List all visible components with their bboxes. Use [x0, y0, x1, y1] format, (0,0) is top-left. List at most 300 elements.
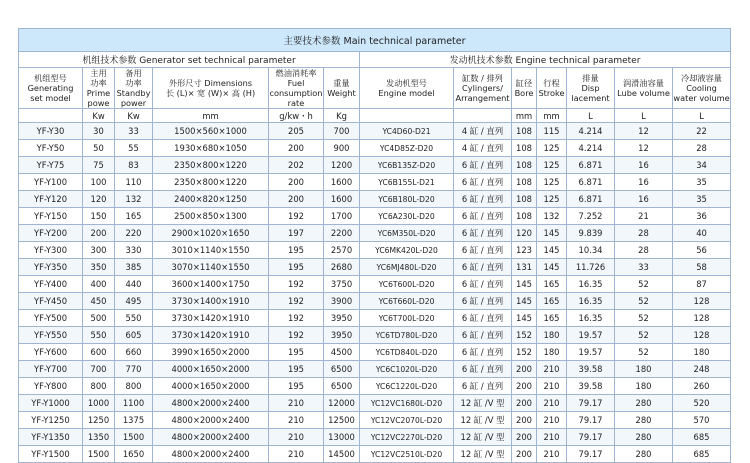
table-cell: 180	[673, 344, 731, 361]
table-cell: 12000	[324, 395, 360, 412]
table-cell: 19.57	[567, 327, 615, 344]
header-line: 功率	[125, 78, 142, 88]
table-cell: 13000	[324, 429, 360, 446]
header-line: powe	[87, 98, 110, 108]
table-cell: 192	[269, 310, 324, 327]
table-cell: 12 缸 /V 型	[454, 412, 512, 429]
table-cell: YF-Y600	[19, 344, 83, 361]
table-cell: YF-Y150	[19, 208, 83, 225]
table-cell: 12	[615, 123, 673, 140]
table-cell: YF-Y350	[19, 259, 83, 276]
table-cell: 131	[512, 259, 537, 276]
table-cell: YF-Y50	[19, 140, 83, 157]
table-cell: 35	[673, 174, 731, 191]
table-cell: 2900×1020×1650	[153, 225, 269, 242]
table-cell: 4800×2000×2400	[153, 429, 269, 446]
table-cell: 3600×1400×1750	[153, 276, 269, 293]
table-cell: YC6C1220L-D20	[360, 378, 454, 395]
table-cell: 108	[512, 174, 537, 191]
table-cell: 4800×2000×2400	[153, 446, 269, 463]
table-cell: 900	[324, 140, 360, 157]
table-cell: 192	[269, 293, 324, 310]
table-cell: 3010×1140×1550	[153, 242, 269, 259]
header-line: Stroke	[538, 88, 565, 98]
table-cell: 210	[269, 446, 324, 463]
table-cell: 3900	[324, 293, 360, 310]
table-cell: 6.871	[567, 191, 615, 208]
table-cell: 195	[269, 361, 324, 378]
table-row	[19, 344, 731, 361]
table-cell: 19.57	[567, 344, 615, 361]
table-row	[19, 259, 731, 276]
table-cell: 210	[269, 412, 324, 429]
table-cell: 210	[537, 412, 567, 429]
table-cell: 202	[269, 157, 324, 174]
table-cell: 6500	[324, 378, 360, 395]
table-cell: 108	[512, 140, 537, 157]
header-line: Arrangement	[455, 93, 510, 103]
table-row	[19, 310, 731, 327]
header-line: 发动机型号	[386, 78, 427, 88]
header-dimensions	[153, 68, 269, 109]
table-cell: 108	[512, 191, 537, 208]
table-row	[19, 225, 731, 242]
table-cell: 1930×680×1050	[153, 140, 269, 157]
header-line: 外形尺寸 Dimensions	[168, 78, 253, 88]
table-cell: 12	[615, 140, 673, 157]
engine-group-header: 发动机技术参数 Engine technical parameter	[360, 52, 731, 68]
table-cell: 400	[83, 276, 115, 293]
unit-row	[19, 109, 731, 123]
table-cell: YF-Y1500	[19, 446, 83, 463]
table-cell: 4.214	[567, 123, 615, 140]
unit-cell	[360, 109, 454, 123]
table-cell: 22	[673, 123, 731, 140]
header-line: 行程	[543, 78, 560, 88]
table-cell: 3990×1650×2000	[153, 344, 269, 361]
table-cell: 520	[673, 395, 731, 412]
table-body	[19, 123, 731, 463]
table-cell: 197	[269, 225, 324, 242]
table-cell: 14500	[324, 446, 360, 463]
header-line: water volume	[673, 93, 730, 103]
table-cell: YC6M350L-D20	[360, 225, 454, 242]
table-cell: 1350	[83, 429, 115, 446]
table-cell: 210	[537, 446, 567, 463]
table-cell: 79.17	[567, 429, 615, 446]
table-cell: 6 缸 / 直列	[454, 310, 512, 327]
table-cell: 52	[615, 327, 673, 344]
table-cell: 6 缸 / 直列	[454, 191, 512, 208]
table-cell: 132	[115, 191, 153, 208]
table-cell: 1200	[324, 157, 360, 174]
table-cell: YF-Y450	[19, 293, 83, 310]
table-cell: 33	[115, 123, 153, 140]
table-cell: 4000×1650×2000	[153, 378, 269, 395]
unit-cell: L	[615, 109, 673, 123]
table-cell: 145	[537, 225, 567, 242]
table-cell: 4800×2000×2400	[153, 395, 269, 412]
unit-cell: mm	[537, 109, 567, 123]
table-cell: 2680	[324, 259, 360, 276]
header-line: 长 (L)× 宽 (W)× 高 (H)	[165, 88, 256, 98]
technical-parameter-table	[18, 28, 731, 463]
table-cell: 125	[537, 174, 567, 191]
table-cell: 6 缸 / 直列	[454, 208, 512, 225]
table-cell: 110	[115, 174, 153, 191]
table-cell: 79.17	[567, 412, 615, 429]
header-line: Disp	[581, 83, 600, 93]
table-cell: YF-Y500	[19, 310, 83, 327]
table-cell: YC6TD780L-D20	[360, 327, 454, 344]
table-row	[19, 174, 731, 191]
table-cell: 21	[615, 208, 673, 225]
table-cell: YF-Y400	[19, 276, 83, 293]
table-cell: 192	[269, 276, 324, 293]
table-cell: 200	[512, 412, 537, 429]
table-cell: YC6B180L-D20	[360, 191, 454, 208]
header-line: consumption	[269, 88, 323, 98]
table-cell: 450	[83, 293, 115, 310]
table-cell: 4800×2000×2400	[153, 412, 269, 429]
table-cell: 1500	[115, 429, 153, 446]
header-standby	[115, 68, 153, 109]
header-line: 功率	[90, 78, 107, 88]
table-cell: 6 缸 / 直列	[454, 157, 512, 174]
unit-cell: Kw	[115, 109, 153, 123]
table-cell: 115	[537, 123, 567, 140]
table-cell: 660	[115, 344, 153, 361]
table-cell: 12 缸 /V 型	[454, 446, 512, 463]
table-cell: 128	[673, 327, 731, 344]
table-cell: YC6T600L-D20	[360, 276, 454, 293]
table-cell: 165	[115, 208, 153, 225]
table-cell: 280	[615, 395, 673, 412]
table-cell: 200	[512, 429, 537, 446]
table-cell: 87	[673, 276, 731, 293]
unit-cell: L	[673, 109, 731, 123]
table-cell: 200	[269, 140, 324, 157]
table-cell: 800	[115, 378, 153, 395]
table-cell: 6.871	[567, 174, 615, 191]
table-cell: 152	[512, 344, 537, 361]
table-cell: YC6B135Z-D20	[360, 157, 454, 174]
table-cell: 12 缸 /V 型	[454, 395, 512, 412]
table-cell: 605	[115, 327, 153, 344]
header-cooling	[673, 68, 731, 109]
header-line: 重量	[333, 78, 350, 88]
table-cell: 145	[512, 310, 537, 327]
table-cell: 550	[83, 327, 115, 344]
table-cell: YF-Y800	[19, 378, 83, 395]
table-cell: YC6MJ480L-D20	[360, 259, 454, 276]
table-cell: 40	[673, 225, 731, 242]
table-cell: 52	[615, 344, 673, 361]
table-cell: 3950	[324, 310, 360, 327]
table-cell: 200	[512, 446, 537, 463]
header-line: Bore	[514, 88, 534, 98]
header-line: 排量	[582, 73, 599, 83]
table-cell: YC6T700L-D20	[360, 310, 454, 327]
table-cell: 800	[83, 378, 115, 395]
table-cell: 16	[615, 157, 673, 174]
table-cell: 280	[615, 446, 673, 463]
table-cell: 280	[615, 429, 673, 446]
table-cell: YF-Y1000	[19, 395, 83, 412]
header-model	[19, 68, 83, 109]
table-cell: 108	[512, 157, 537, 174]
table-cell: 52	[615, 310, 673, 327]
table-cell: 200	[269, 174, 324, 191]
table-cell: 1250	[83, 412, 115, 429]
table-cell: 75	[83, 157, 115, 174]
table-cell: 6 缸 / 直列	[454, 361, 512, 378]
table-cell: 180	[537, 344, 567, 361]
table-cell: YF-Y75	[19, 157, 83, 174]
table-cell: 570	[673, 412, 731, 429]
table-cell: 685	[673, 429, 731, 446]
header-line: 机组型号	[34, 73, 67, 83]
table-row	[19, 412, 731, 429]
table-cell: 2400×820×1250	[153, 191, 269, 208]
table-cell: 165	[537, 310, 567, 327]
table-cell: YF-Y1350	[19, 429, 83, 446]
table-cell: 210	[537, 395, 567, 412]
header-fuel	[269, 68, 324, 109]
table-cell: 6 缸 / 直列	[454, 344, 512, 361]
table-cell: 3730×1420×1910	[153, 327, 269, 344]
table-cell: 195	[269, 259, 324, 276]
table-cell: 280	[615, 412, 673, 429]
table-cell: 33	[615, 259, 673, 276]
table-cell: 2200	[324, 225, 360, 242]
table-cell: 145	[537, 259, 567, 276]
table-cell: 58	[673, 259, 731, 276]
table-cell: 2570	[324, 242, 360, 259]
table-cell: 3750	[324, 276, 360, 293]
table-cell: YC6C1020L-D20	[360, 361, 454, 378]
table-cell: 180	[537, 327, 567, 344]
table-cell: 128	[673, 293, 731, 310]
table-cell: YC6B155L-D21	[360, 174, 454, 191]
table-row	[19, 208, 731, 225]
table-cell: 192	[269, 208, 324, 225]
table-cell: 4.214	[567, 140, 615, 157]
header-line: Cylingers/	[462, 83, 503, 93]
header-line: 缸径	[515, 78, 533, 88]
table-cell: 210	[269, 395, 324, 412]
header-line: 主用	[90, 68, 107, 78]
table-cell: 200	[269, 191, 324, 208]
header-line: Cooling	[686, 83, 717, 93]
header-line: 冷却液容量	[681, 73, 722, 83]
table-cell: 9.839	[567, 225, 615, 242]
table-cell: 550	[115, 310, 153, 327]
table-cell: 1100	[115, 395, 153, 412]
table-cell: 39.58	[567, 361, 615, 378]
table-cell: 28	[615, 225, 673, 242]
table-cell: 56	[673, 242, 731, 259]
table-cell: YC6T660L-D20	[360, 293, 454, 310]
table-cell: YC12VC2070L-D20	[360, 412, 454, 429]
table-cell: 145	[512, 276, 537, 293]
table-cell: YF-Y1250	[19, 412, 83, 429]
table-cell: 685	[673, 446, 731, 463]
table-cell: 1700	[324, 208, 360, 225]
table-cell: 6 缸 / 直列	[454, 378, 512, 395]
unit-cell: Kg	[324, 109, 360, 123]
table-cell: 52	[615, 276, 673, 293]
table-cell: 210	[537, 429, 567, 446]
header-line: power	[120, 98, 147, 108]
table-cell: 125	[537, 191, 567, 208]
table-cell: 200	[512, 378, 537, 395]
table-cell: 195	[269, 242, 324, 259]
table-cell: 55	[115, 140, 153, 157]
table-cell: 145	[512, 293, 537, 310]
table-cell: 700	[83, 361, 115, 378]
table-cell: 200	[83, 225, 115, 242]
header-line: Weight	[327, 88, 356, 98]
table-cell: YC12VC1680L-D20	[360, 395, 454, 412]
table-cell: 3950	[324, 327, 360, 344]
table-cell: 770	[115, 361, 153, 378]
table-cell: 192	[269, 327, 324, 344]
table-cell: 125	[537, 157, 567, 174]
table-cell: 11.726	[567, 259, 615, 276]
table-cell: 700	[324, 123, 360, 140]
unit-cell: mm	[153, 109, 269, 123]
table-cell: 6500	[324, 361, 360, 378]
table-cell: 28	[615, 242, 673, 259]
table-cell: 210	[269, 429, 324, 446]
table-cell: YF-Y700	[19, 361, 83, 378]
table-cell: 2350×800×1220	[153, 157, 269, 174]
table-cell: 1375	[115, 412, 153, 429]
table-cell: 6 缸 / 直列	[454, 327, 512, 344]
table-cell: 350	[83, 259, 115, 276]
table-cell: 195	[269, 378, 324, 395]
table-cell: 108	[512, 208, 537, 225]
table-cell: 79.17	[567, 446, 615, 463]
table-cell: 16.35	[567, 293, 615, 310]
table-cell: YF-Y30	[19, 123, 83, 140]
table-cell: 3730×1420×1910	[153, 310, 269, 327]
table-cell: 120	[83, 191, 115, 208]
table-cell: 195	[269, 344, 324, 361]
table-cell: 495	[115, 293, 153, 310]
table-cell: 3730×1400×1910	[153, 293, 269, 310]
table-cell: YC12VC2510L-D20	[360, 446, 454, 463]
table-cell: 128	[673, 310, 731, 327]
header-line: 缸数 / 排列	[462, 73, 503, 83]
table-cell: 385	[115, 259, 153, 276]
table-cell: 16.35	[567, 276, 615, 293]
unit-cell	[19, 109, 83, 123]
table-cell: 152	[512, 327, 537, 344]
table-cell: 125	[537, 140, 567, 157]
table-cell: 1600	[324, 191, 360, 208]
table-cell: 28	[673, 140, 731, 157]
table-cell: YF-Y550	[19, 327, 83, 344]
header-line: Lube volume	[617, 88, 670, 98]
column-header-row	[19, 68, 731, 109]
table-cell: 200	[512, 395, 537, 412]
table-cell: 16	[615, 191, 673, 208]
table-row	[19, 361, 731, 378]
table-cell: 83	[115, 157, 153, 174]
header-line: rate	[287, 98, 305, 108]
table-cell: 3070×1140×1550	[153, 259, 269, 276]
table-row	[19, 446, 731, 463]
table-title: 主要技术参数 Main technical parameter	[19, 29, 731, 52]
table-cell: 12 缸 /V 型	[454, 429, 512, 446]
table-cell: 4 缸 / 直列	[454, 123, 512, 140]
table-cell: 6 缸 / 直列	[454, 225, 512, 242]
table-cell: 36	[673, 208, 731, 225]
table-row	[19, 157, 731, 174]
table-cell: 145	[537, 242, 567, 259]
table-cell: 2350×800×1220	[153, 174, 269, 191]
header-weight	[324, 68, 360, 109]
table-row	[19, 378, 731, 395]
table-cell: 34	[673, 157, 731, 174]
header-prime	[83, 68, 115, 109]
table-cell: 180	[615, 361, 673, 378]
table-cell: 100	[83, 174, 115, 191]
table-cell: 220	[115, 225, 153, 242]
table-cell: 4500	[324, 344, 360, 361]
table-cell: 600	[83, 344, 115, 361]
table-cell: YF-Y100	[19, 174, 83, 191]
header-cylinders	[454, 68, 512, 109]
table-cell: 52	[615, 293, 673, 310]
header-line: 备用	[125, 68, 142, 78]
unit-cell	[454, 109, 512, 123]
header-line: Standby	[116, 88, 151, 98]
table-row	[19, 191, 731, 208]
table-cell: 6 缸 / 直列	[454, 174, 512, 191]
table-cell: 150	[83, 208, 115, 225]
table-cell: 2500×850×1300	[153, 208, 269, 225]
generator-group-header: 机组技术参数 Generator set technical parameter	[19, 52, 360, 68]
table-cell: 12500	[324, 412, 360, 429]
table-cell: 16.35	[567, 310, 615, 327]
table-cell: 16	[615, 174, 673, 191]
table-cell: 7.252	[567, 208, 615, 225]
header-line: lacement	[571, 93, 610, 103]
table-cell: 79.17	[567, 395, 615, 412]
table-cell: YC6A230L-D20	[360, 208, 454, 225]
table-cell: 50	[83, 140, 115, 157]
table-cell: 180	[615, 378, 673, 395]
table-cell: 6 缸 / 直列	[454, 276, 512, 293]
table-cell: YF-Y300	[19, 242, 83, 259]
table-cell: 1500×560×1000	[153, 123, 269, 140]
table-cell: 1500	[83, 446, 115, 463]
header-displacement	[567, 68, 615, 109]
table-cell: 330	[115, 242, 153, 259]
table-cell: 1000	[83, 395, 115, 412]
table-cell: YC4D85Z-D20	[360, 140, 454, 157]
table-cell: 132	[537, 208, 567, 225]
table-row	[19, 429, 731, 446]
table-cell: 10.34	[567, 242, 615, 259]
header-line: Generating	[27, 83, 74, 93]
header-bore	[512, 68, 537, 109]
table-cell: 108	[512, 123, 537, 140]
table-cell: 6.871	[567, 157, 615, 174]
